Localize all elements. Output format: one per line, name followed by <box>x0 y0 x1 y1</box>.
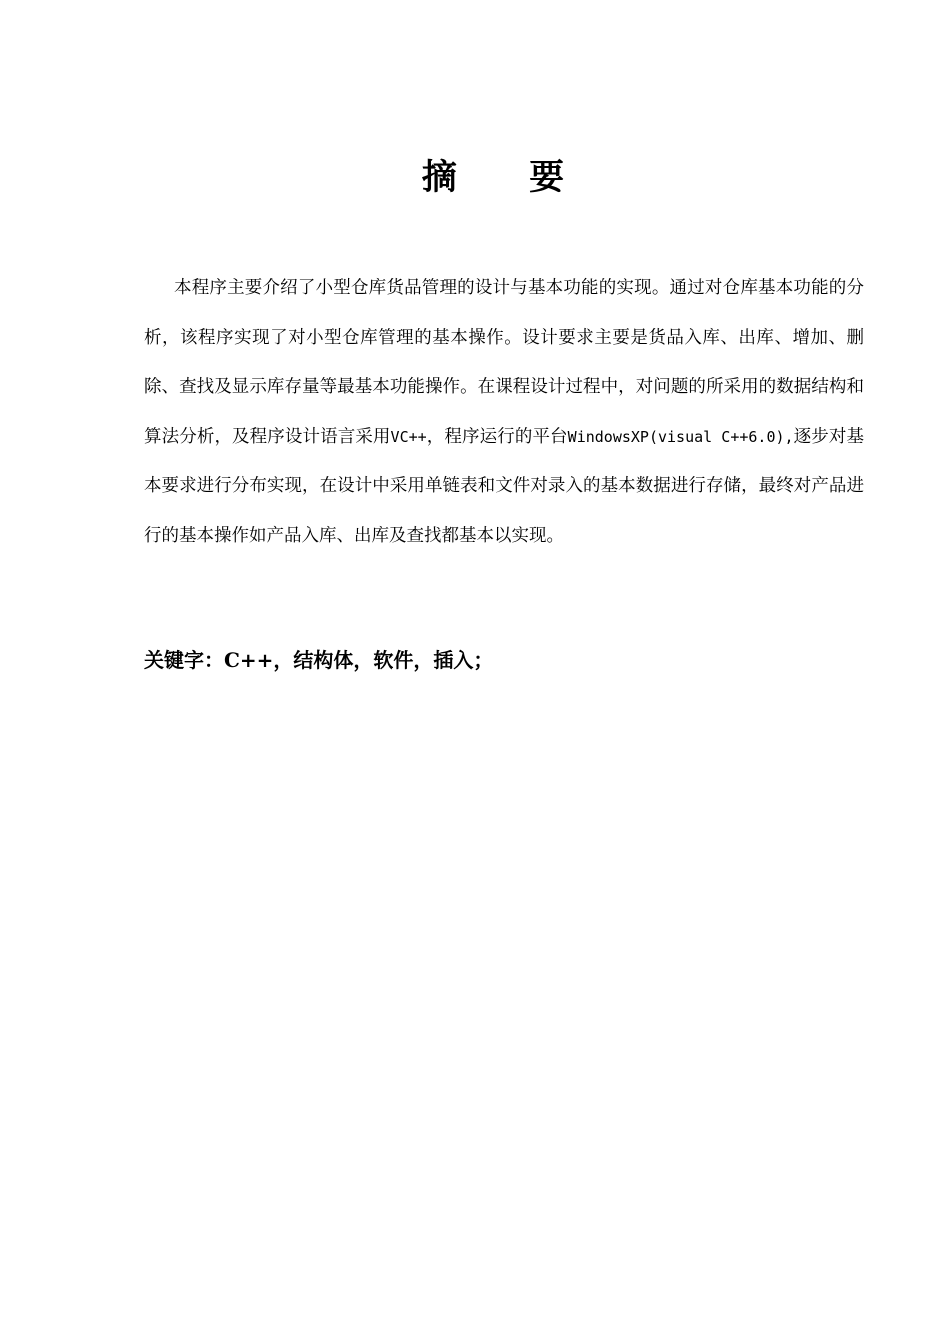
keywords-label: 关键字： <box>144 648 224 672</box>
keywords-value: C++，结构体，软件，插入； <box>224 648 494 672</box>
keywords-line <box>144 644 864 676</box>
abstract-code-platform: WindowsXP(visual C++6.0), <box>567 427 794 446</box>
abstract-text-part1: 本程序主要介绍了小型仓库货品管理的设计与基本功能的实现。通过对仓库基本功能的分析，该程序实现了对小型仓库管理的基本操作。设计要求主要是货品入库、出库、增加、删除、查找及显示库存量等最基本功能操作。在课程设计过程中，对问题的所采用的数据结构和算法分析，及程序设计语言采用 <box>144 278 864 447</box>
page-title: 摘 要 <box>421 158 595 198</box>
abstract-text-part2: ，程序运行的平台 <box>426 426 568 447</box>
abstract-text-part3: 逐步对基本要求进行分布实现，在设计中采用单链表和文件对录入的基本数据进行存储，最终对产品进行的基本操作如产品入库、出库及查找都基本以实现。 <box>144 426 865 546</box>
abstract-code-vc: VC++ <box>390 427 427 446</box>
abstract-paragraph <box>144 264 864 562</box>
